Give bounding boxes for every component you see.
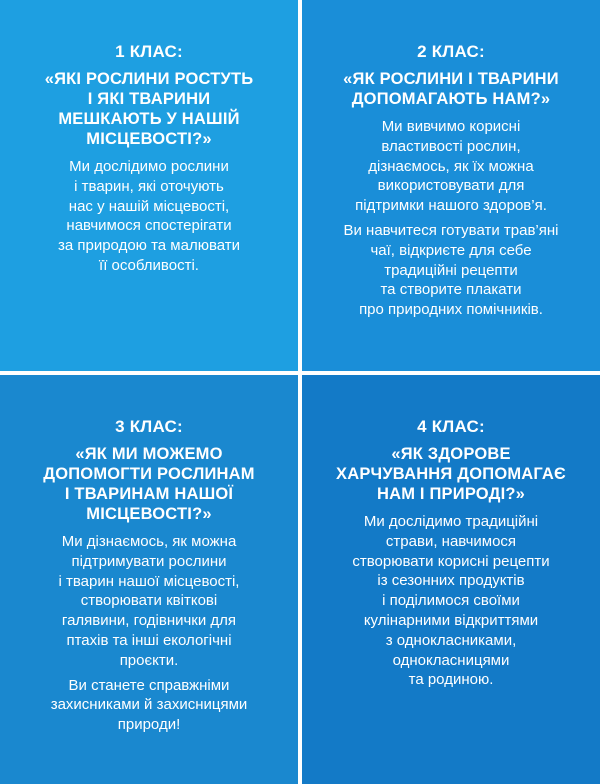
panel-title: [302, 444, 600, 504]
title-line: МІСЦЕВОСТІ?»: [86, 130, 212, 148]
text-line: Ми дослідимо традиційні: [363, 513, 539, 530]
panel-description: [0, 532, 298, 735]
text-line: Ми дослідимо рослини: [69, 158, 229, 175]
title-line: І ТВАРИНАМ НАШОЇ: [64, 485, 234, 503]
text-line: із сезонних продуктів: [377, 572, 525, 590]
description-paragraph: [302, 221, 600, 320]
text-line: і тварин, які оточують: [74, 177, 224, 195]
title-line: ДОПОМОГТИ РОСЛИНАМ: [43, 465, 255, 483]
text-line: використовувати для: [377, 177, 525, 195]
text-line: її особливості.: [99, 256, 199, 274]
text-line: підтримувати рослини: [71, 552, 227, 570]
text-line: природи!: [117, 716, 181, 734]
text-line: нас у нашій місцевості,: [68, 197, 230, 215]
description-paragraph: [0, 532, 298, 671]
text-line: проєкти.: [119, 651, 179, 669]
panel-grade-2: [302, 0, 600, 371]
title-line: «ЯК РОСЛИНИ І ТВАРИНИ: [343, 70, 559, 88]
title-line: «ЯКІ РОСЛИНИ РОСТУТЬ: [44, 70, 254, 88]
text-line: кулінарними відкриттями: [363, 611, 539, 629]
text-line: навчимося спостерігати: [66, 217, 232, 235]
panel-grade-4: [302, 375, 600, 784]
title-line: ХАРЧУВАННЯ ДОПОМАГАЄ: [336, 465, 566, 483]
text-line: і поділимося своїми: [382, 592, 520, 610]
title-line: НАМ І ПРИРОДІ?»: [376, 485, 526, 503]
text-line: Ми вивчимо корисні: [381, 118, 521, 135]
text-line: властивості рослин,: [381, 137, 521, 155]
title-line: ДОПОМАГАЮТЬ НАМ?»: [351, 90, 551, 108]
description-paragraph: [0, 157, 298, 276]
text-line: однокласницями: [392, 651, 510, 669]
text-line: про природних помічників.: [359, 301, 543, 319]
panel-title: [0, 69, 298, 149]
text-line: птахів та інші екологічні: [66, 631, 232, 649]
text-line: страви, навчимося: [385, 532, 517, 550]
panel-grade-label: 4 КЛАС:: [417, 417, 485, 436]
panel-grade-label: 1 КЛАС:: [115, 42, 183, 61]
title-line: «ЯК ЗДОРОВЕ: [391, 445, 511, 463]
description-paragraph: [0, 676, 298, 735]
title-line: МІСЦЕВОСТІ?»: [86, 505, 212, 523]
text-line: створювати корисні рецепти: [352, 552, 550, 570]
text-line: і тварин нашої місцевості,: [58, 572, 240, 590]
panel-grade-1: [0, 0, 298, 371]
text-line: за природою та малювати: [57, 237, 241, 255]
text-line: чаї, відкриєте для себе: [370, 241, 532, 259]
panel-grade-label: 2 КЛАС:: [417, 42, 485, 61]
description-paragraph: [302, 117, 600, 216]
panel-description: [302, 512, 600, 690]
text-line: захисниками й захисницями: [50, 696, 248, 714]
text-line: з однокласниками,: [385, 631, 517, 649]
panel-description: [302, 117, 600, 320]
text-line: та створите плакати: [380, 281, 522, 299]
text-line: традиційні рецепти: [384, 261, 518, 279]
text-line: підтримки нашого здоров’я.: [355, 197, 547, 215]
panel-grade-label: 3 КЛАС:: [115, 417, 183, 436]
panel-grade-3: [0, 375, 298, 784]
panel-description: [0, 157, 298, 276]
description-paragraph: [302, 512, 600, 690]
text-line: Ви навчитеся готувати трав’яні: [343, 221, 559, 239]
text-line: Ви станете справжніми: [68, 676, 230, 694]
title-line: І ЯКІ ТВАРИНИ: [87, 90, 211, 108]
text-line: дізнаємось, як їх можна: [368, 157, 534, 175]
panel-title: [302, 69, 600, 109]
title-line: МЕШКАЮТЬ У НАШІЙ: [58, 110, 240, 128]
text-line: та родиною.: [408, 671, 494, 689]
title-line: «ЯК МИ МОЖЕМО: [75, 445, 223, 463]
text-line: створювати квіткові: [80, 592, 218, 610]
panel-title: [0, 444, 298, 524]
text-line: галявини, годівнички для: [61, 612, 237, 630]
text-line: Ми дізнаємось, як можна: [61, 533, 237, 550]
